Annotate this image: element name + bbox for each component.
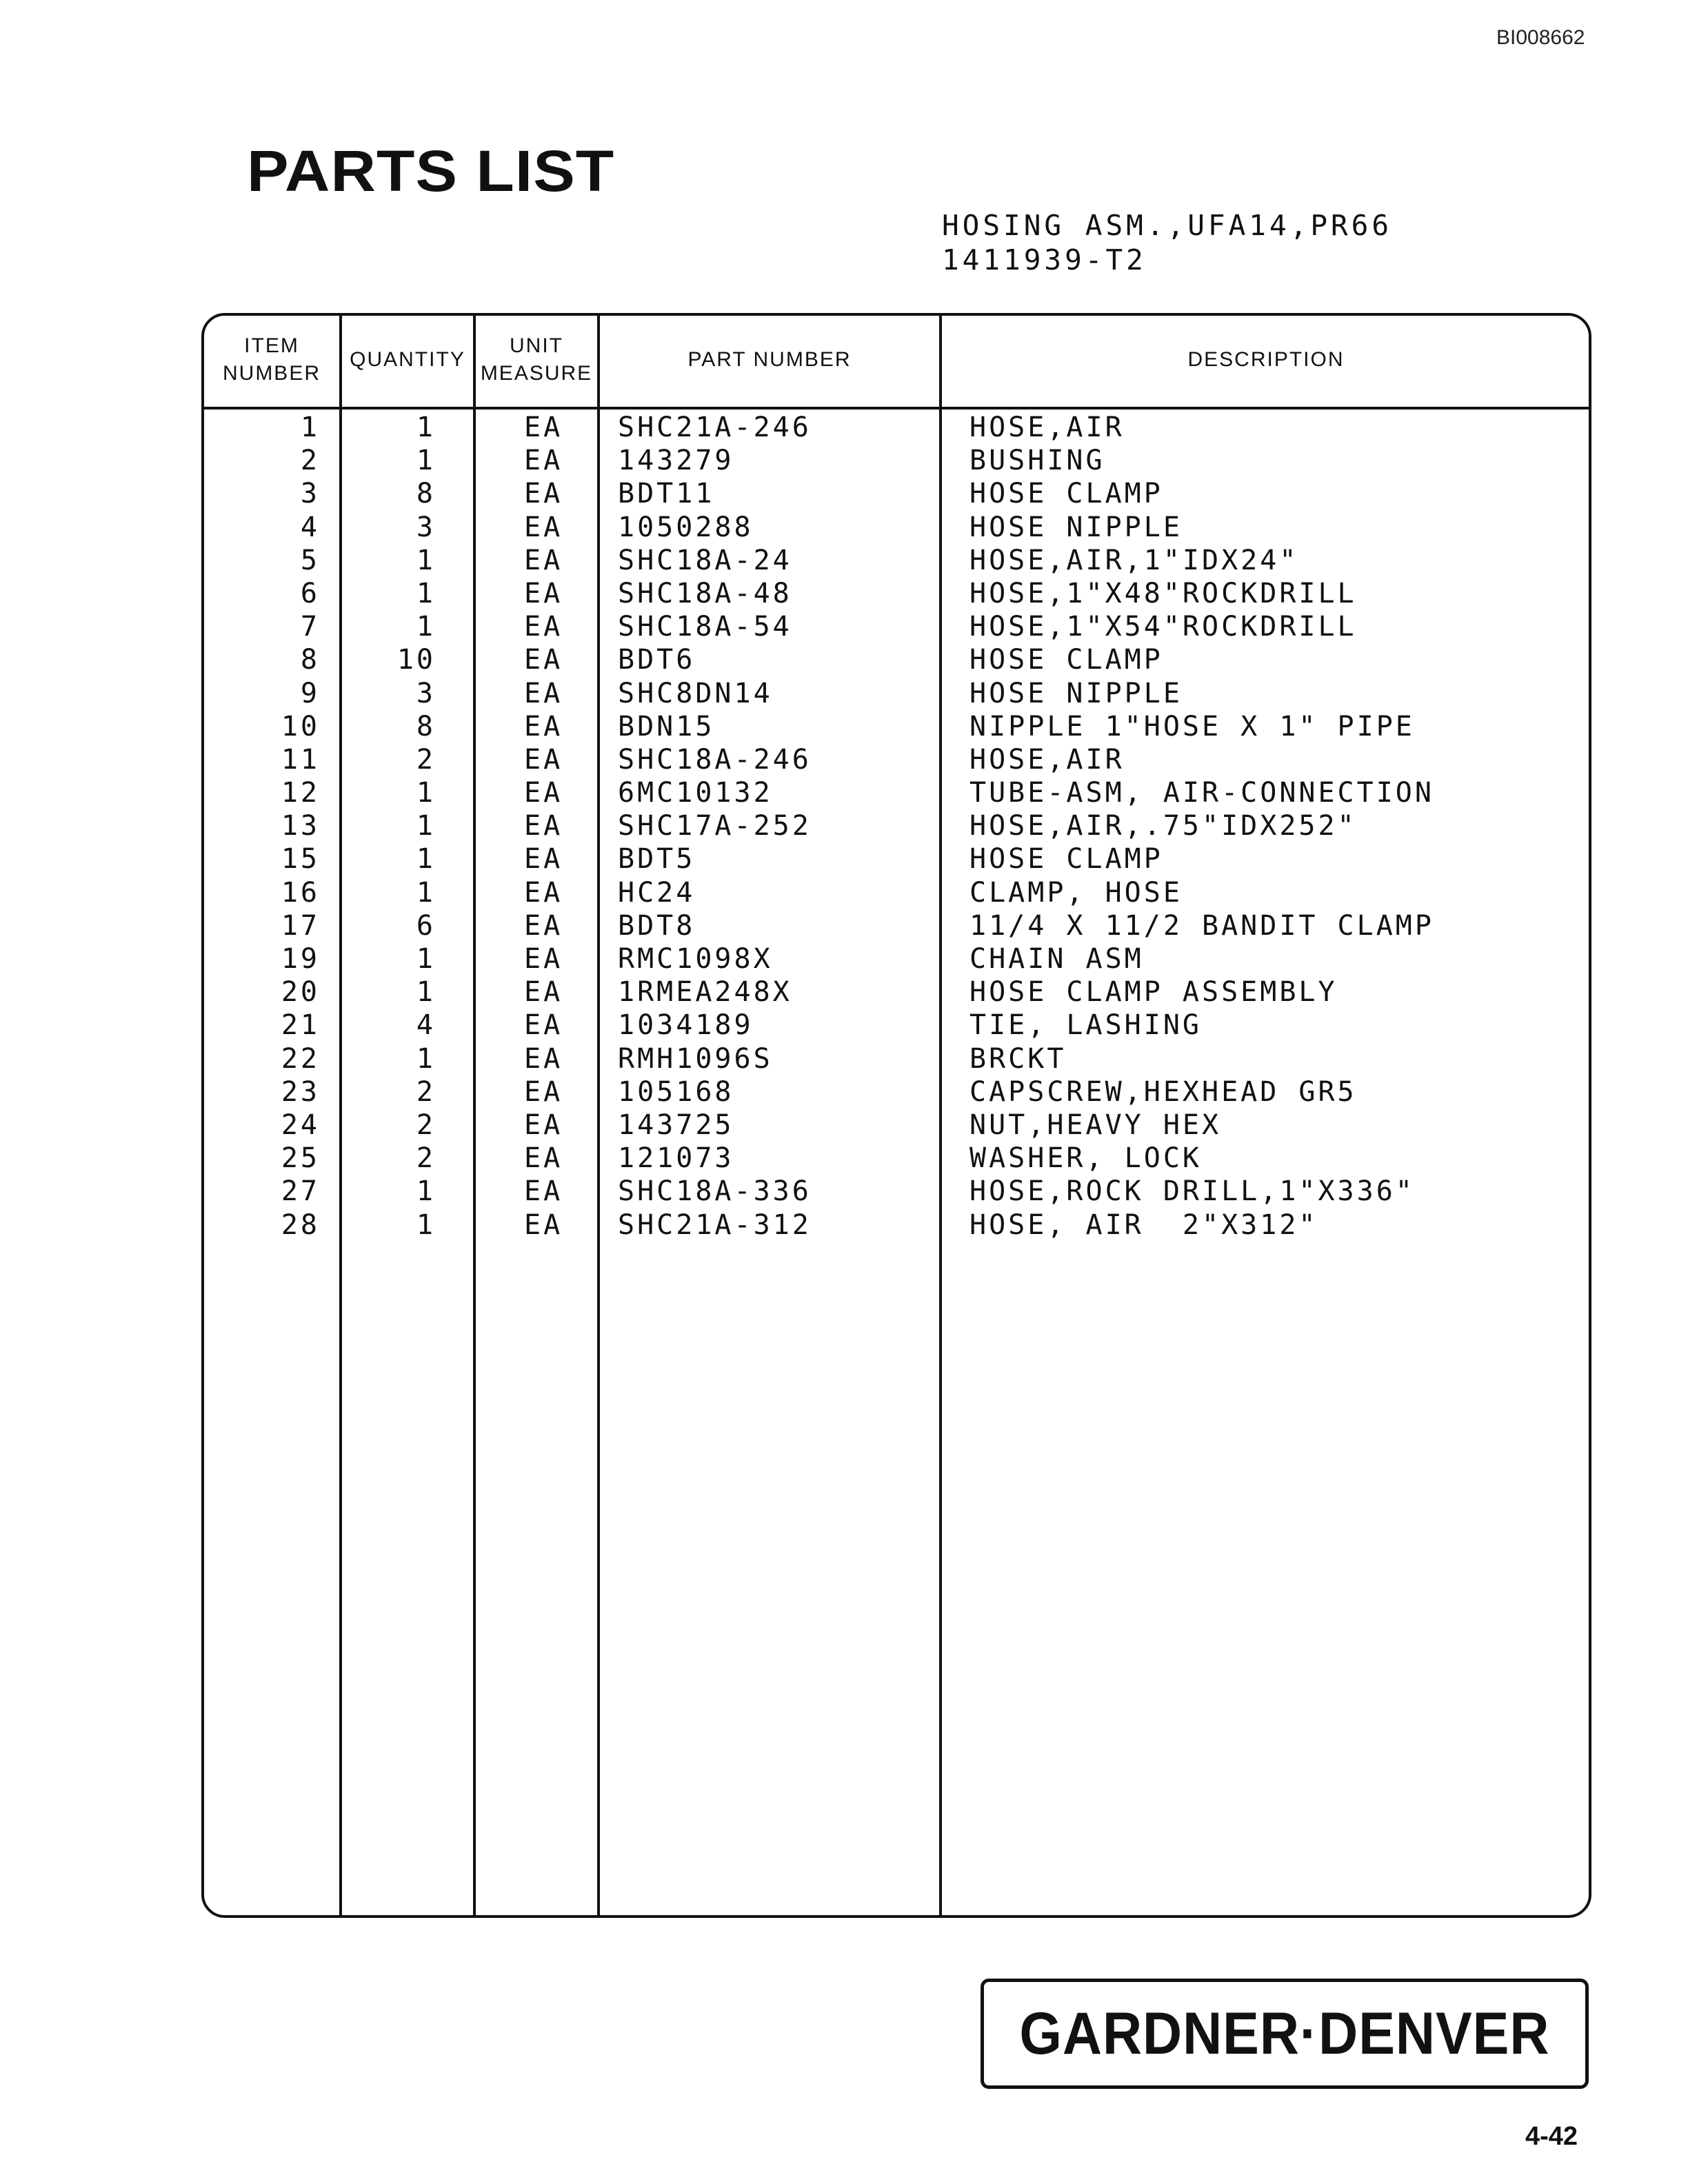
quantity: 1 [416, 810, 436, 842]
description: HOSE,ROCK DRILL,1"X336" [969, 1175, 1415, 1208]
unit-measure: EA [524, 544, 563, 576]
description: HOSE NIPPLE [969, 511, 1183, 543]
table-row [201, 1109, 1591, 1142]
part-number: SHC21A-246 [618, 412, 812, 443]
unit-measure: EA [524, 943, 563, 975]
description: TIE, LASHING [969, 1009, 1202, 1042]
part-number: 143725 [618, 1109, 734, 1141]
unit-measure: EA [524, 611, 563, 643]
unit-measure: EA [524, 876, 563, 909]
quantity: 3 [416, 677, 436, 709]
part-number: 143279 [618, 445, 734, 477]
description: HOSE,AIR,1"IDX24" [969, 544, 1299, 576]
unit-measure: EA [524, 976, 563, 1009]
unit-measure: EA [524, 1175, 563, 1208]
parts-table-body [201, 411, 1591, 1242]
item-number: 21 [281, 1009, 320, 1042]
assembly-name: HOSING ASM.,UFA14,PR66 [942, 209, 1393, 242]
quantity: 1 [416, 777, 436, 809]
quantity: 2 [416, 1075, 436, 1108]
item-number: 27 [281, 1175, 320, 1208]
unit-measure: EA [524, 810, 563, 842]
description: BUSHING [969, 445, 1105, 477]
item-number: 7 [300, 611, 320, 643]
unit-measure: EA [524, 445, 563, 477]
brand-logo [981, 1979, 1589, 2089]
unit-measure: EA [524, 412, 563, 443]
item-number: 10 [281, 710, 320, 742]
quantity: 1 [416, 976, 436, 1009]
table-row [201, 1042, 1591, 1075]
table-row [201, 809, 1591, 842]
part-number: BDN15 [618, 710, 715, 742]
description: HOSE,AIR [969, 412, 1125, 443]
description: CHAIN ASM [969, 943, 1144, 975]
part-number: 1RMEA248X [618, 976, 792, 1009]
part-number: HC24 [618, 876, 696, 909]
unit-measure: EA [524, 577, 563, 609]
table-row [201, 1142, 1591, 1175]
part-number: SHC17A-252 [618, 810, 812, 842]
quantity: 2 [416, 743, 436, 776]
description: CAPSCREW,HEXHEAD GR5 [969, 1075, 1357, 1108]
part-number: 121073 [618, 1142, 734, 1175]
header-part-number: PART NUMBER [687, 348, 852, 371]
item-number: 3 [300, 478, 320, 510]
quantity: 1 [416, 1175, 436, 1208]
part-number: SHC18A-336 [618, 1175, 812, 1208]
table-row [201, 1009, 1591, 1042]
description: HOSE, AIR 2"X312" [969, 1209, 1318, 1241]
unit-measure: EA [524, 843, 563, 876]
description: TUBE-ASM, AIR-CONNECTION [969, 777, 1434, 809]
item-number: 19 [281, 943, 320, 975]
item-number: 13 [281, 810, 320, 842]
part-number: BDT8 [618, 909, 696, 942]
header-divider [201, 407, 1591, 410]
quantity: 1 [416, 943, 436, 975]
page-number: 4-42 [1525, 2122, 1578, 2151]
item-number: 12 [281, 777, 320, 809]
table-row [201, 876, 1591, 909]
part-number: BDT6 [618, 644, 696, 676]
quantity: 1 [416, 1209, 436, 1241]
table-row [201, 511, 1591, 544]
unit-measure: EA [524, 1109, 563, 1141]
unit-measure: EA [524, 1209, 563, 1241]
unit-measure: EA [524, 511, 563, 543]
description: HOSE,1"X48"ROCKDRILL [969, 577, 1357, 609]
description: NUT,HEAVY HEX [969, 1109, 1222, 1141]
quantity: 1 [416, 544, 436, 576]
header-unit-measure: UNIT MEASURE [480, 334, 593, 385]
unit-measure: EA [524, 1042, 563, 1075]
part-number: 105168 [618, 1075, 734, 1108]
quantity: 4 [416, 1009, 436, 1042]
assembly-number: 1411939-T2 [942, 243, 1147, 276]
quantity: 6 [416, 909, 436, 942]
unit-measure: EA [524, 909, 563, 942]
item-number: 16 [281, 876, 320, 909]
unit-measure: EA [524, 777, 563, 809]
item-number: 22 [281, 1042, 320, 1075]
table-row [201, 477, 1591, 510]
unit-measure: EA [524, 1142, 563, 1175]
item-number: 23 [281, 1075, 320, 1108]
header-description: DESCRIPTION [1187, 348, 1345, 371]
document-code: BI008662 [1496, 26, 1585, 49]
part-number: SHC21A-312 [618, 1209, 812, 1241]
item-number: 9 [300, 677, 320, 709]
description: HOSE CLAMP [969, 644, 1163, 676]
description: HOSE,AIR,.75"IDX252" [969, 810, 1357, 842]
unit-measure: EA [524, 710, 563, 742]
quantity: 2 [416, 1142, 436, 1175]
quantity: 2 [416, 1109, 436, 1141]
table-row [201, 776, 1591, 809]
table-row [201, 677, 1591, 710]
item-number: 2 [300, 445, 320, 477]
item-number: 20 [281, 976, 320, 1009]
part-number: 6MC10132 [618, 777, 773, 809]
item-number: 25 [281, 1142, 320, 1175]
part-number: RMC1098X [618, 943, 773, 975]
item-number: 1 [300, 412, 320, 443]
part-number: SHC8DN14 [618, 677, 773, 709]
unit-measure: EA [524, 743, 563, 776]
description: 11/4 X 11/2 BANDIT CLAMP [969, 909, 1434, 942]
table-row [201, 1075, 1591, 1109]
item-number: 15 [281, 843, 320, 876]
assembly-header [942, 208, 1392, 277]
quantity: 1 [416, 1042, 436, 1075]
header-item-number: ITEM NUMBER [222, 334, 321, 385]
unit-measure: EA [524, 644, 563, 676]
quantity: 1 [416, 577, 436, 609]
item-number: 17 [281, 909, 320, 942]
part-number: SHC18A-246 [618, 743, 812, 776]
table-row [201, 643, 1591, 676]
item-number: 24 [281, 1109, 320, 1141]
quantity: 1 [416, 412, 436, 443]
description: HOSE NIPPLE [969, 677, 1183, 709]
description: NIPPLE 1"HOSE X 1" PIPE [969, 710, 1415, 742]
description: HOSE CLAMP [969, 843, 1163, 876]
page-title: PARTS LIST [247, 139, 615, 203]
part-number: RMH1096S [618, 1042, 773, 1075]
quantity: 3 [416, 511, 436, 543]
table-row [201, 411, 1591, 444]
quantity: 1 [416, 876, 436, 909]
description: HOSE,AIR [969, 743, 1125, 776]
part-number: 1050288 [618, 511, 754, 543]
description: WASHER, LOCK [969, 1142, 1202, 1175]
description: CLAMP, HOSE [969, 876, 1183, 909]
description: HOSE,1"X54"ROCKDRILL [969, 611, 1357, 643]
item-number: 28 [281, 1209, 320, 1241]
unit-measure: EA [524, 478, 563, 510]
part-number: SHC18A-48 [618, 577, 792, 609]
item-number: 4 [300, 511, 320, 543]
part-number: SHC18A-24 [618, 544, 792, 576]
table-row [201, 577, 1591, 610]
item-number: 11 [281, 743, 320, 776]
quantity: 8 [416, 710, 436, 742]
quantity: 10 [396, 644, 436, 676]
item-number: 8 [300, 644, 320, 676]
unit-measure: EA [524, 1009, 563, 1042]
table-row [201, 1209, 1591, 1242]
header-quantity: QUANTITY [350, 348, 465, 371]
table-row [201, 842, 1591, 876]
quantity: 1 [416, 445, 436, 477]
unit-measure: EA [524, 677, 563, 709]
part-number: BDT11 [618, 478, 715, 510]
quantity: 8 [416, 478, 436, 510]
table-row [201, 610, 1591, 643]
item-number: 5 [300, 544, 320, 576]
part-number: SHC18A-54 [618, 611, 792, 643]
quantity: 1 [416, 843, 436, 876]
table-row [201, 544, 1591, 577]
description: BRCKT [969, 1042, 1067, 1075]
item-number: 6 [300, 577, 320, 609]
unit-measure: EA [524, 1075, 563, 1108]
description: HOSE CLAMP ASSEMBLY [969, 976, 1338, 1009]
part-number: BDT5 [618, 843, 696, 876]
table-row [201, 942, 1591, 975]
description: HOSE CLAMP [969, 478, 1163, 510]
table-row [201, 444, 1591, 477]
brand-logo-text: GARDNER·DENVER [1019, 2000, 1550, 2067]
quantity: 1 [416, 611, 436, 643]
part-number: 1034189 [618, 1009, 754, 1042]
table-row [201, 710, 1591, 743]
table-row [201, 909, 1591, 942]
table-row [201, 975, 1591, 1009]
table-row [201, 743, 1591, 776]
table-row [201, 1175, 1591, 1208]
